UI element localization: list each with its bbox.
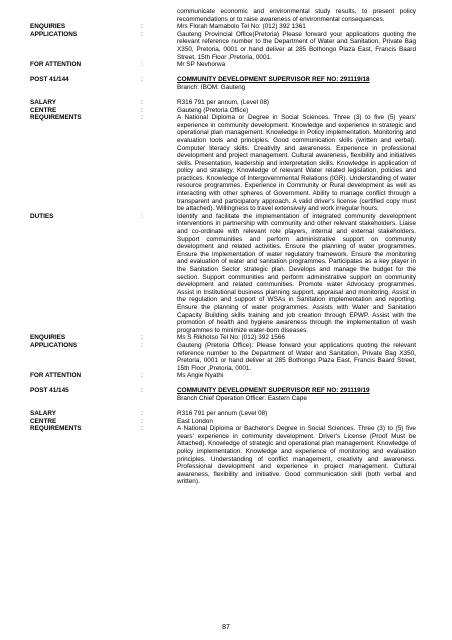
- colon: :: [141, 341, 143, 349]
- centre-value: Gauteng (Pretoria Office): [177, 106, 249, 114]
- colon: :: [141, 212, 143, 220]
- colon: :: [141, 61, 143, 69]
- enquiries-row: [30, 23, 416, 31]
- centre-row: [30, 418, 416, 426]
- salary-row: [30, 99, 416, 107]
- requirements-value: A National Diploma or Bachelor's Degree in Social Sciences. Three (3) to (5) five years' experience in community development. Driver's License (Proof Must be Attached). Knowledge of strategic and operational plan management. Knowledge of policy implementation. Knowledge and experience of monitoring and evaluation principles. Understanding of conflict management, creativity and awareness. Professional development and experience in project management. Cultural awareness, flexibility and initiative. Good communication skill (both verbal and written).: [177, 425, 416, 486]
- colon: :: [141, 372, 143, 380]
- applications-row: [30, 342, 416, 372]
- requirements-label: REQUIREMENTS: [30, 114, 82, 122]
- salary-label: SALARY: [30, 410, 57, 418]
- colon: :: [141, 387, 143, 395]
- post-branch: Branch Chief Operation Officer: Eastern Cape: [177, 395, 307, 402]
- requirements-row: [30, 114, 416, 213]
- salary-value: R316 791 per annum, (Level 08): [177, 98, 270, 106]
- intro-row: [30, 8, 416, 23]
- centre-row: [30, 107, 416, 115]
- post-145-header: [30, 387, 416, 402]
- enquiries-value: Ms S Rikhotso Tel No: (012) 392 1566: [177, 334, 285, 342]
- applications-label: APPLICATIONS: [30, 30, 78, 38]
- centre-value: East London: [177, 417, 213, 425]
- colon: :: [141, 425, 143, 433]
- enquiries-label: ENQUIRIES: [30, 334, 66, 342]
- post-title: COMMUNITY DEVELOPMENT SUPERVISOR REF NO: 291119/19: [177, 387, 370, 395]
- centre-label: CENTRE: [30, 417, 57, 425]
- enquiries-row: [30, 334, 416, 342]
- page-number: 87: [222, 624, 230, 631]
- enquiries-label: ENQUIRIES: [30, 23, 66, 31]
- for-attention-value: Mr SP Nevhorwa: [177, 61, 226, 69]
- post-number: POST 41/145: [30, 387, 69, 395]
- for-attention-label: FOR ATTENTION: [30, 372, 82, 380]
- duties-label: DUTIES: [30, 212, 54, 220]
- for-attention-row: [30, 61, 416, 69]
- colon: :: [141, 76, 143, 84]
- post-branch: Branch: IBOM: Gauteng: [177, 83, 246, 91]
- salary-label: SALARY: [30, 98, 57, 106]
- colon: :: [141, 23, 143, 31]
- colon: :: [141, 410, 143, 418]
- for-attention-row: [30, 372, 416, 380]
- applications-value: Gauteng Provincial Office(Pretoria) Please forward your applications quoting the relevant reference number to the Department of Water and Sanitation, Private Bag X350, Pretoria, 0001 or hand deliver at 285 Bothongo Plaza East, Francis Baard Street, 15th Floor ,Pretoria, 0001.: [177, 30, 416, 61]
- colon: :: [141, 30, 143, 38]
- requirements-row: [30, 425, 416, 486]
- applications-label: APPLICATIONS: [30, 341, 78, 349]
- post-number: POST 41/144: [30, 76, 69, 84]
- page-content: [30, 8, 416, 486]
- enquiries-value: Mrs Florah Mamabolo Tel No: (012) 392 1361: [177, 23, 306, 31]
- for-attention-value: Ms Angie Nyathi: [177, 372, 224, 380]
- colon: :: [141, 106, 143, 114]
- for-attention-label: FOR ATTENTION: [30, 61, 82, 69]
- duties-value: Identify and facilitate the implementation of integrated community development interventions in partnership with community and other relevant stakeholders. Liaise and co-ordinate with relevant role players, internal and external stakeholders. Support communities and perform administrative support on community development and related activities. Ensure the planning of water programmes. Ensure the implementation of water regulatory framework. Ensure the monitoring and evaluation of water and sanitation programmes. Participates as a key player in the Sanitation Sector strategic plan. Develops and manage the budget for the section. Support communities and perform administrative support on community development and related communities. Promote water Advocacy programmes. Assist in Institutional business planning support, appraisal and monitoring. Assist in the regulation and support of WSAs in Sanitation implementation and reporting. Ensure the planning of water programmes. Assists with Water and Sanitation Capacity Building skills training and job creation through EPWP. Assist with the promotion of health and hygiene awareness through the implementation of wash programmes to minimize water-born diseases.: [177, 212, 416, 334]
- post-title: COMMUNITY DEVELOPMENT SUPERVISOR REF NO: 291119/18: [177, 76, 370, 84]
- duties-row: [30, 213, 416, 335]
- intro-text: communicate economic and environmental study results, to present policy recommendations or to raise awareness of environmental consequences.: [177, 8, 416, 23]
- salary-row: [30, 410, 416, 418]
- colon: :: [141, 98, 143, 106]
- colon: :: [141, 114, 143, 122]
- colon: :: [141, 334, 143, 342]
- applications-row: [30, 31, 416, 61]
- requirements-value: A National Diploma or Degree in Social Sciences. Three (3) to five (5) years' experience in community development. Knowledge and experience in strategic and operational plan management. Knowledge in Policy implementation. Monitoring and evaluation tools and principles. Good communication skills (written and verbal). Computer literacy skills. Creativity and awareness. Experience in professional development and project management. Cultural awareness, flexibility and initiatives skills. Presentation, leadership and interpretation skills. Knowledge in application of policy and strategy. Knowledge of relevant Water related legislation, policies and practices. Knowledge of Intergovernmental Relations (IGR). Understanding of water resource programmes. Experience in Community or Rural development as well as interacting with other spheres of Government. Ability to manage conflict through a transparent and participatory approach. A valid driver's license (certified copy must be attached). Willingness to travel extensively and work irregular hours.: [177, 114, 416, 213]
- applications-value: Gauteng (Pretoria Office): Please forward your applications quoting the relevant reference number to the Department of Water and Sanitation, Private Bag X350, Pretoria, 0001 or hand deliver at 285 Bothongo Plaza East, Francis Baard Street, 15th Floor ,Pretoria, 0001.: [177, 341, 416, 372]
- post-144-header: [30, 76, 416, 91]
- salary-value: R316 791 per annum (Level 08): [177, 410, 268, 418]
- requirements-label: REQUIREMENTS: [30, 425, 82, 433]
- colon: :: [141, 417, 143, 425]
- centre-label: CENTRE: [30, 106, 57, 114]
